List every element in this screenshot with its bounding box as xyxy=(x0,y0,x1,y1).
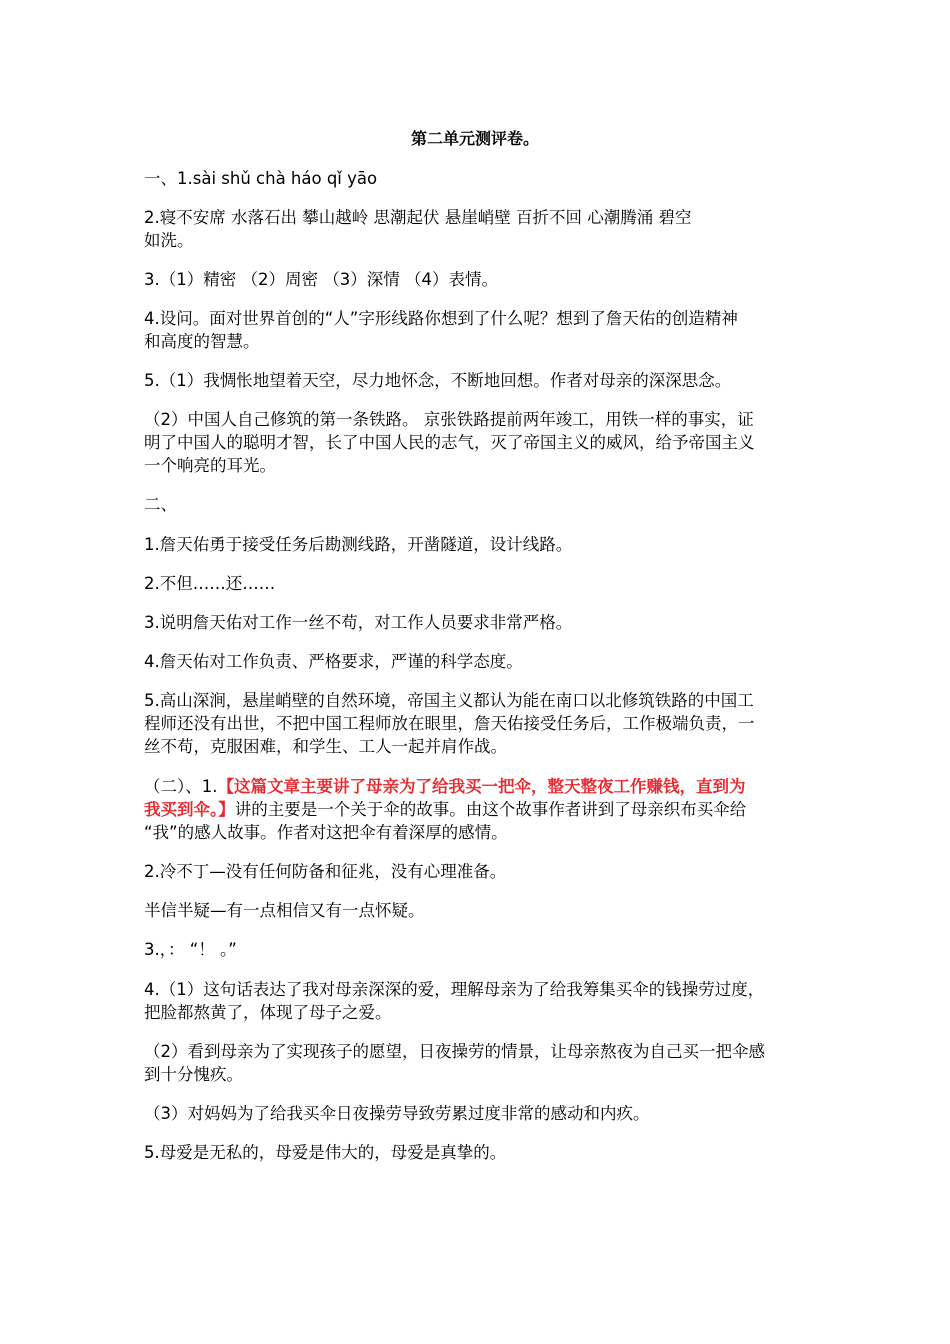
answer-line-2-5-cont: 程师还没有出世，不把中国工程师放在眼里，詹天佑接受任务后，工作极端负责，一 xyxy=(144,714,755,733)
answer-line-part2-5: 5.母爱是无私的，母爱是伟大的，母爱是真挚的。 xyxy=(144,1143,507,1162)
answer-line-2-1: 1.詹天佑勇于接受任务后勘测线路，开凿隧道，设计线路。 xyxy=(144,535,573,554)
answer-line-5-1: 5.（1）我惆怅地望着天空，尽力地怀念，不断地回想。作者对母亲的深深思念。 xyxy=(144,371,732,390)
answer-line-part2-4-3: （3）对妈妈为了给我买伞日夜操劳导致劳累过度非常的感动和内疚。 xyxy=(144,1104,650,1123)
part2-prefix: （二）、1. xyxy=(144,777,218,796)
highlighted-answer: 【这篇文章主要讲了母亲为了给我买一把伞，整天整夜工作赚钱，直到为 xyxy=(217,777,746,796)
answer-line-5-2-cont2: 一个响亮的耳光。 xyxy=(144,456,276,475)
answer-line-5-2-cont: 明了中国人的聪明才智，长了中国人民的志气，灭了帝国主义的威风，给予帝国主义 xyxy=(144,433,755,452)
answer-line-2-4: 4.詹天佑对工作负责、严格要求，严谨的科学态度。 xyxy=(144,652,523,671)
answer-line-idioms: 2.寝不安席 水落石出 攀山越岭 思潮起伏 悬崖峭壁 百折不回 心潮腾涌 碧空 xyxy=(144,208,692,227)
answer-line-part2-4-1: 4.（1）这句话表达了我对母亲深深的爱，理解母亲为了给我筹集买伞的钱操劳过度， xyxy=(144,980,765,999)
answer-line-5-2: （2）中国人自己修筑的第一条铁路。 京张铁路提前两年竣工，用铁一样的事实，证 xyxy=(144,410,754,429)
highlighted-answer-end: 我买到伞。】 xyxy=(144,800,235,819)
answer-line-part2-3: 3.，： “！ 。” xyxy=(144,940,237,959)
answer-line-2-5: 5.高山深涧，悬崖峭壁的自然环境，帝国主义都认为能在南口以北修筑铁路的中国工 xyxy=(144,691,754,710)
answer-text: 讲的主要是一个关于伞的故事。由这个故事作者讲到了母亲织布买伞给 xyxy=(234,800,747,819)
answer-line-idioms-cont: 如洗。 xyxy=(144,231,194,250)
answer-line-2-2: 2.不但……还…… xyxy=(144,574,276,593)
answer-line-part2-1-cont xyxy=(144,798,746,822)
answer-line-pinyin: 一、1.sài shǔ chà háo qǐ yāo xyxy=(144,169,378,188)
answer-line-part2-1-cont2: “我”的感人故事。作者对这把伞有着深厚的感情。 xyxy=(144,823,508,842)
answer-line-part2-4-1-cont: 把脸都熬黄了，体现了母子之爱。 xyxy=(144,1003,392,1022)
answer-line-4-cont: 和高度的智慧。 xyxy=(144,332,260,351)
answer-line-part2-1 xyxy=(144,775,746,799)
answer-line-part2-2b: 半信半疑—有一点相信又有一点怀疑。 xyxy=(144,901,425,920)
answer-line-part2-4-2: （2）看到母亲为了实现孩子的愿望，日夜操劳的情景，让母亲熬夜为自己买一把伞感 xyxy=(144,1042,765,1061)
page-title: 第二单元测评卷。 xyxy=(410,129,539,148)
answer-line-part2-2: 2.冷不丁—没有任何防备和征兆，没有心理准备。 xyxy=(144,862,507,881)
answer-line-part2-4-2-cont: 到十分愧疚。 xyxy=(144,1065,243,1084)
answer-line-2-5-cont2: 丝不苟，克服困难，和学生、工人一起并肩作战。 xyxy=(144,737,507,756)
section-two-heading: 二、 xyxy=(144,495,177,514)
answer-line-4: 4.设问。面对世界首创的“人”字形线路你想到了什么呢？想到了詹天佑的创造精神 xyxy=(144,309,738,328)
answer-line-3: 3.（1）精密 （2）周密 （3）深情 （4）表情。 xyxy=(144,270,498,289)
answer-line-2-3: 3.说明詹天佑对工作一丝不苟，对工作人员要求非常严格。 xyxy=(144,613,573,632)
